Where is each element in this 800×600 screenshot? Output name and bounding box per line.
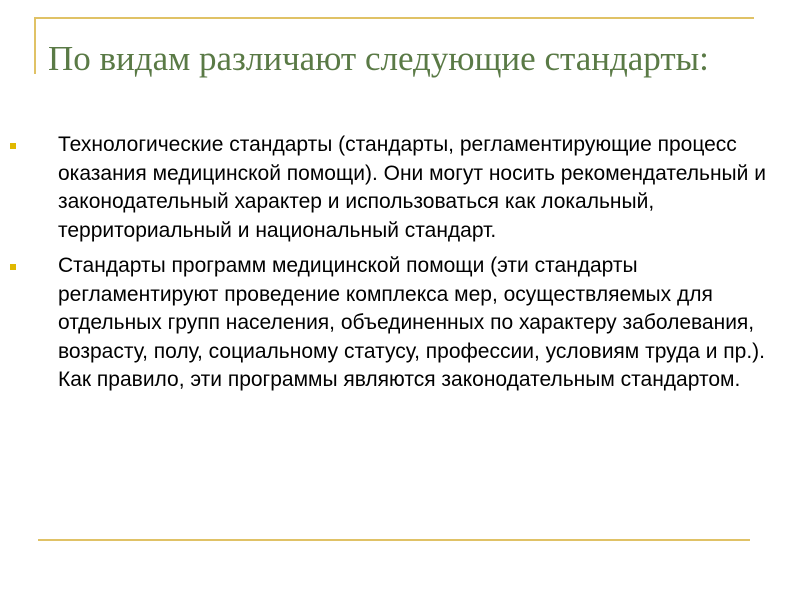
bullet-item-technological-standards <box>10 131 785 245</box>
slide-title: По видам различают следующие стандарты: <box>48 39 709 78</box>
top-divider <box>34 17 754 19</box>
bottom-divider <box>38 539 750 541</box>
square-bullet-icon <box>10 264 16 270</box>
square-bullet-icon <box>10 143 16 149</box>
bullet-text: Стандарты программ медицинской помощи (эти стандарты регламентируют проведение комплекса мер, осуществляемых для отдельных групп населения, объединенных по характеру заболевания, возрасту, полу, социальному статусу, профессии, условиям труда и пр.). Как правило, эти программы являются законодательным стандартом. <box>58 254 765 391</box>
bullet-list <box>10 131 785 402</box>
bullet-text: Технологические стандарты (стандарты, регламентирующие процесс оказания медицинской помощи). Они могут носить рекомендательный и законодательный характер и использоваться как локальный, территориальный и национальный стандарт. <box>58 133 766 242</box>
left-accent-bar <box>34 17 36 74</box>
bullet-item-program-standards <box>10 252 785 395</box>
